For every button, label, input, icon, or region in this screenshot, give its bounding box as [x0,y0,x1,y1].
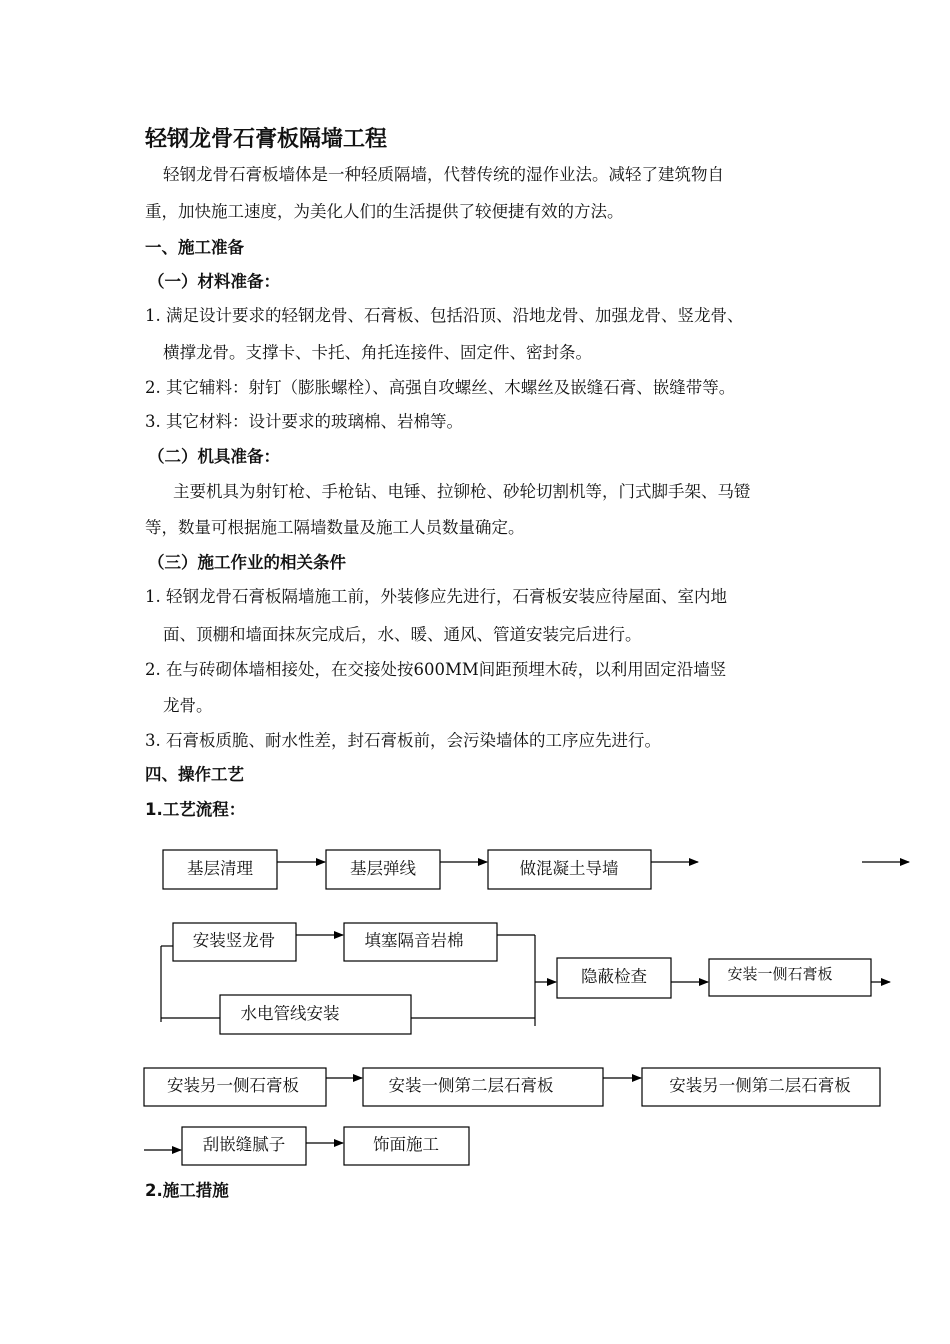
flow-label-utility-pipes: 水电管线安装 [240,1004,340,1023]
flow-label-caulking-putty: 刮嵌缝腻子 [202,1135,286,1154]
flow-label-base-cleaning: 基层清理 [187,859,253,878]
intro-line-2: 重，加快施工速度，为美化人们的生活提供了较便捷有效的方法。 [145,202,624,221]
flow-label-other-side-board: 安装另一侧石膏板 [167,1076,299,1095]
section-heading-preparation: 一、施工准备 [145,238,244,257]
materials-item-3: 3. 其它材料：设计要求的玻璃棉、岩棉等。 [145,412,463,431]
flow-label-finish-work: 饰面施工 [373,1135,439,1154]
flow-label-other-side-second-layer: 安装另一侧第二层石膏板 [669,1076,851,1095]
page-title: 轻钢龙骨石膏板隔墙工程 [145,127,388,152]
flow-label-concealed-inspection: 隐蔽检查 [581,967,647,986]
conditions-item-1: 1. 轻钢龙骨石膏板隔墙施工前，外装修应先进行，石膏板安装应待屋面、室内地 [145,587,727,606]
subheading-materials: （一）材料准备： [148,272,280,291]
conditions-item-1-cont: 面、顶棚和墙面抹灰完成后，水、暖、通风、管道安装完后进行。 [163,625,642,644]
materials-item-1: 1. 满足设计要求的轻钢龙骨、石膏板、包括沿顶、沿地龙骨、加强龙骨、竖龙骨、 [145,306,744,325]
conditions-item-2-cont: 龙骨。 [163,696,213,715]
subheading-construction-measures: 2.施工措施 [145,1181,229,1200]
flow-label-vertical-keel: 安装竖龙骨 [192,931,276,950]
conditions-item-3: 3. 石膏板质脆、耐水性差，封石膏板前，会污染墙体的工序应先进行。 [145,731,661,750]
flow-label-concrete-guide-wall: 做混凝土导墙 [519,859,619,878]
materials-item-1-cont: 横撑龙骨。支撑卡、卡托、角托连接件、固定件、密封条。 [163,343,592,362]
subheading-tools: （二）机具准备： [148,447,280,466]
tools-line-2: 等，数量可根据施工隔墙数量及施工人员数量确定。 [145,518,525,537]
tools-line-1: 主要机具为射钉枪、手枪钻、电锤、拉铆枪、砂轮切割机等，门式脚手架、马镫 [173,482,751,501]
conditions-item-2: 2. 在与砖砌体墙相接处，在交接处按600MM间距预埋木砖，以利用固定沿墙竖 [145,660,727,679]
flow-label-rock-wool: 填塞隔音岩棉 [364,931,464,950]
subheading-conditions: （三）施工作业的相关条件 [148,553,346,572]
section-heading-operation: 四、操作工艺 [145,765,244,784]
subheading-process-flow: 1.工艺流程： [145,800,246,819]
flow-label-one-side-second-layer: 安装一侧第二层石膏板 [388,1076,554,1095]
intro-line-1: 轻钢龙骨石膏板墙体是一种轻质隔墙，代替传统的湿作业法。减轻了建筑物自 [163,165,724,184]
flow-label-snap-line: 基层弹线 [350,859,416,878]
materials-item-2: 2. 其它辅料：射钉（膨胀螺栓）、高强自攻螺丝、木螺丝及嵌缝石膏、嵌缝带等。 [145,378,736,397]
flow-label-one-side-board: 安装一侧石膏板 [727,965,833,983]
